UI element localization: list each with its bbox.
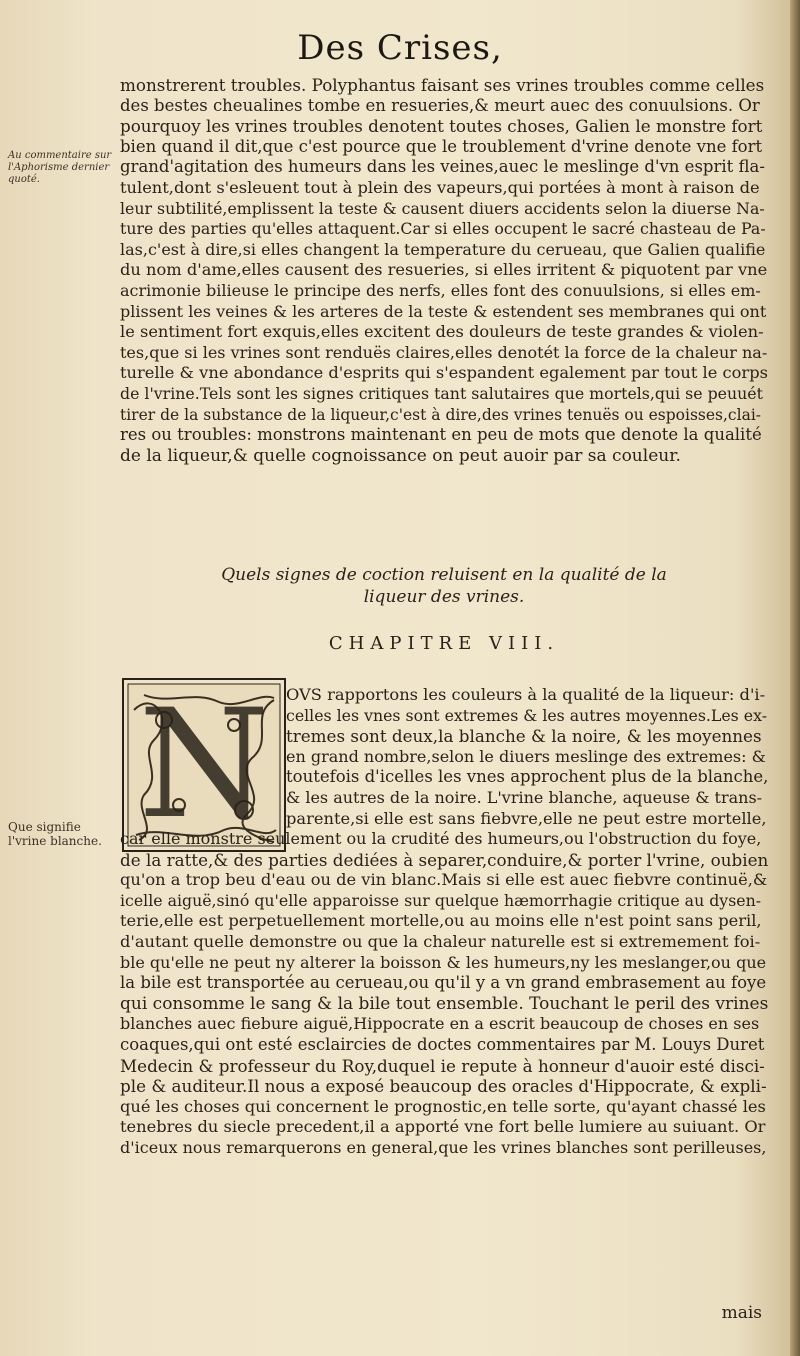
text-line: monstrerent troubles. Polyphantus faisant ses vrines troubles comme celles	[120, 75, 765, 95]
text-line: grand'agitation des humeurs dans les veines,auec le meslinge d'vn esprit fla-	[120, 157, 765, 177]
running-head: Des Crises,	[297, 28, 503, 68]
text-line: tulent,dont s'esleuent tout à plein des vapeurs,qui portées à mont à raison de	[120, 177, 760, 197]
text-line: le sentiment fort exquis,elles excitent des douleurs de teste grandes & violen-	[120, 322, 764, 342]
text-line: tenebres du siecle precedent,il a apporté vne fort belle lumiere au suiuant. Or	[120, 1117, 766, 1137]
text-line: blanches auec fiebure aiguë,Hippocrate en a escrit beaucoup de choses en ses	[120, 1014, 760, 1034]
margin-note-white-urine: Que signifie l'vrine blanche.	[8, 820, 102, 848]
subheading-line: Quels signes de coction reluisent en la qualité de la	[221, 565, 667, 585]
drop-cap-ornament	[122, 678, 286, 852]
text-line: parente,si elle est sans fiebvre,elle ne peut estre mortelle,	[286, 808, 767, 828]
text-line: las,c'est à dire,si elles changent la temperature du cerueau, que Galien qualifie	[120, 239, 766, 259]
text-line: ple & auditeur.Il nous a exposé beaucoup des oracles d'Hippocrate, & expli-	[120, 1076, 767, 1097]
text-line: de la liqueur,& quelle cognoissance on peut auoir par sa couleur.	[120, 445, 681, 466]
text-line: acrimonie bilieuse le principe des nerfs, elles font des conuulsions, si elles em-	[120, 280, 761, 300]
text-line: qui consomme le sang & la bile tout ensemble. Touchant le peril des vrines	[120, 993, 768, 1014]
text-line: d'iceux nous remarquerons en general,que les vrines blanches sont perilleuses,	[120, 1137, 767, 1157]
section-subheading	[120, 564, 768, 608]
text-line: terie,elle est perpetuellement mortelle,ou au moins elle n'est point sans peril,	[120, 911, 762, 931]
margin-note-commentary: Au commentaire sur l'Aphorisme dernier quoté.	[8, 150, 112, 185]
text-line: tes,que si les vrines sont renduës claires,elles denotét la force de la chaleur na-	[120, 342, 768, 362]
text-line: plissent les veines & les arteres de la teste & estendent ses membranes qui ont	[120, 301, 767, 321]
text-line: tremes sont deux,la blanche & la noire, & les moyennes	[286, 726, 762, 747]
text-line: d'autant quelle demonstre ou que la chaleur naturelle est si extremement foi-	[120, 931, 761, 951]
text-line: qué les choses qui concernent le prognostic,en telle sorte, qu'ayant chassé les	[120, 1096, 766, 1116]
text-line: ble qu'elle ne peut ny alterer la boisson & les humeurs,ny les meslanger,ou que	[120, 952, 767, 972]
text-line: des bestes cheualines tombe en resueries,& meurt auec des conuulsions. Or	[120, 95, 760, 115]
text-line: bien quand il dit,que c'est pource que le troublement d'vrine denote vne fort	[120, 136, 763, 156]
text-line: du nom d'ame,elles causent des resueries, si elles irritent & piquotent par vne	[120, 260, 768, 280]
text-line: leur subtilité,emplissent la teste & causent diuers accidents selon la diuerse Na-	[120, 198, 765, 218]
drop-cap-letter: N	[138, 678, 270, 852]
text-line: coaques,qui ont esté esclaircies de doctes commentaires par M. Louys Duret	[120, 1034, 765, 1054]
text-line: celles les vnes sont extremes & les autres moyennes.Les ex-	[286, 705, 768, 725]
text-line: car elle monstre seulement ou la crudité des humeurs,ou l'obstruction du foye,	[120, 829, 762, 848]
text-line: ture des parties qu'elles attaquent.Car si elles occupent le sacré chasteau de Pa-	[120, 219, 766, 239]
text-line: la bile est transportée au cerueau,ou qu'il y a vn grand embrasement au foye	[120, 973, 767, 993]
catchword: mais	[721, 1303, 762, 1323]
text-line: res ou troubles: monstrons maintenant en peu de mots que denote la qualité	[120, 425, 762, 445]
text-line: Medecin & professeur du Roy,duquel ie repute à honneur d'auoir esté disci-	[120, 1055, 765, 1076]
chapter-title: CHAPITRE VIII.	[328, 633, 560, 654]
text-line: & les autres de la noire. L'vrine blanche, aqueuse & trans-	[286, 787, 763, 807]
text-line: tirer de la substance de la liqueur,c'est à dire,des vrines tenuës ou espoisses,clai-	[120, 405, 762, 424]
text-line: pourquoy les vrines troubles denotent toutes choses, Galien le monstre fort	[120, 116, 763, 137]
text-line: de la ratte,& des parties dediées à separer,conduire,& porter l'vrine, oubien	[120, 849, 768, 870]
text-line: OVS rapportons les couleurs à la qualité de la liqueur: d'i-	[286, 685, 766, 704]
text-line: en grand nombre,selon le diuers meslinge des extremes: &	[286, 746, 766, 766]
text-line: icelle aiguë,sinó qu'elle apparoisse sur quelque hæmorrhagie critique au dysen-	[120, 890, 762, 910]
page-edge	[790, 0, 800, 1356]
subheading-line: liqueur des vrines.	[363, 587, 525, 607]
text-line: toutefois d'icelles les vnes approchent plus de la blanche,	[286, 767, 768, 787]
text-line: qu'on a trop beu d'eau ou de vin blanc.Mais si elle est auec fiebvre continuë,&	[120, 870, 768, 890]
text-line: de l'vrine.Tels sont les signes critiques tant salutaires que mortels,qui se peuuét	[120, 383, 763, 403]
paragraph-colors	[120, 829, 768, 1159]
paragraph-urine-troubles	[120, 75, 768, 466]
paragraph-colors-beside-cap	[286, 685, 768, 829]
text-line: turelle & vne abondance d'esprits qui s'espandent egalement par tout le corps	[120, 363, 768, 383]
